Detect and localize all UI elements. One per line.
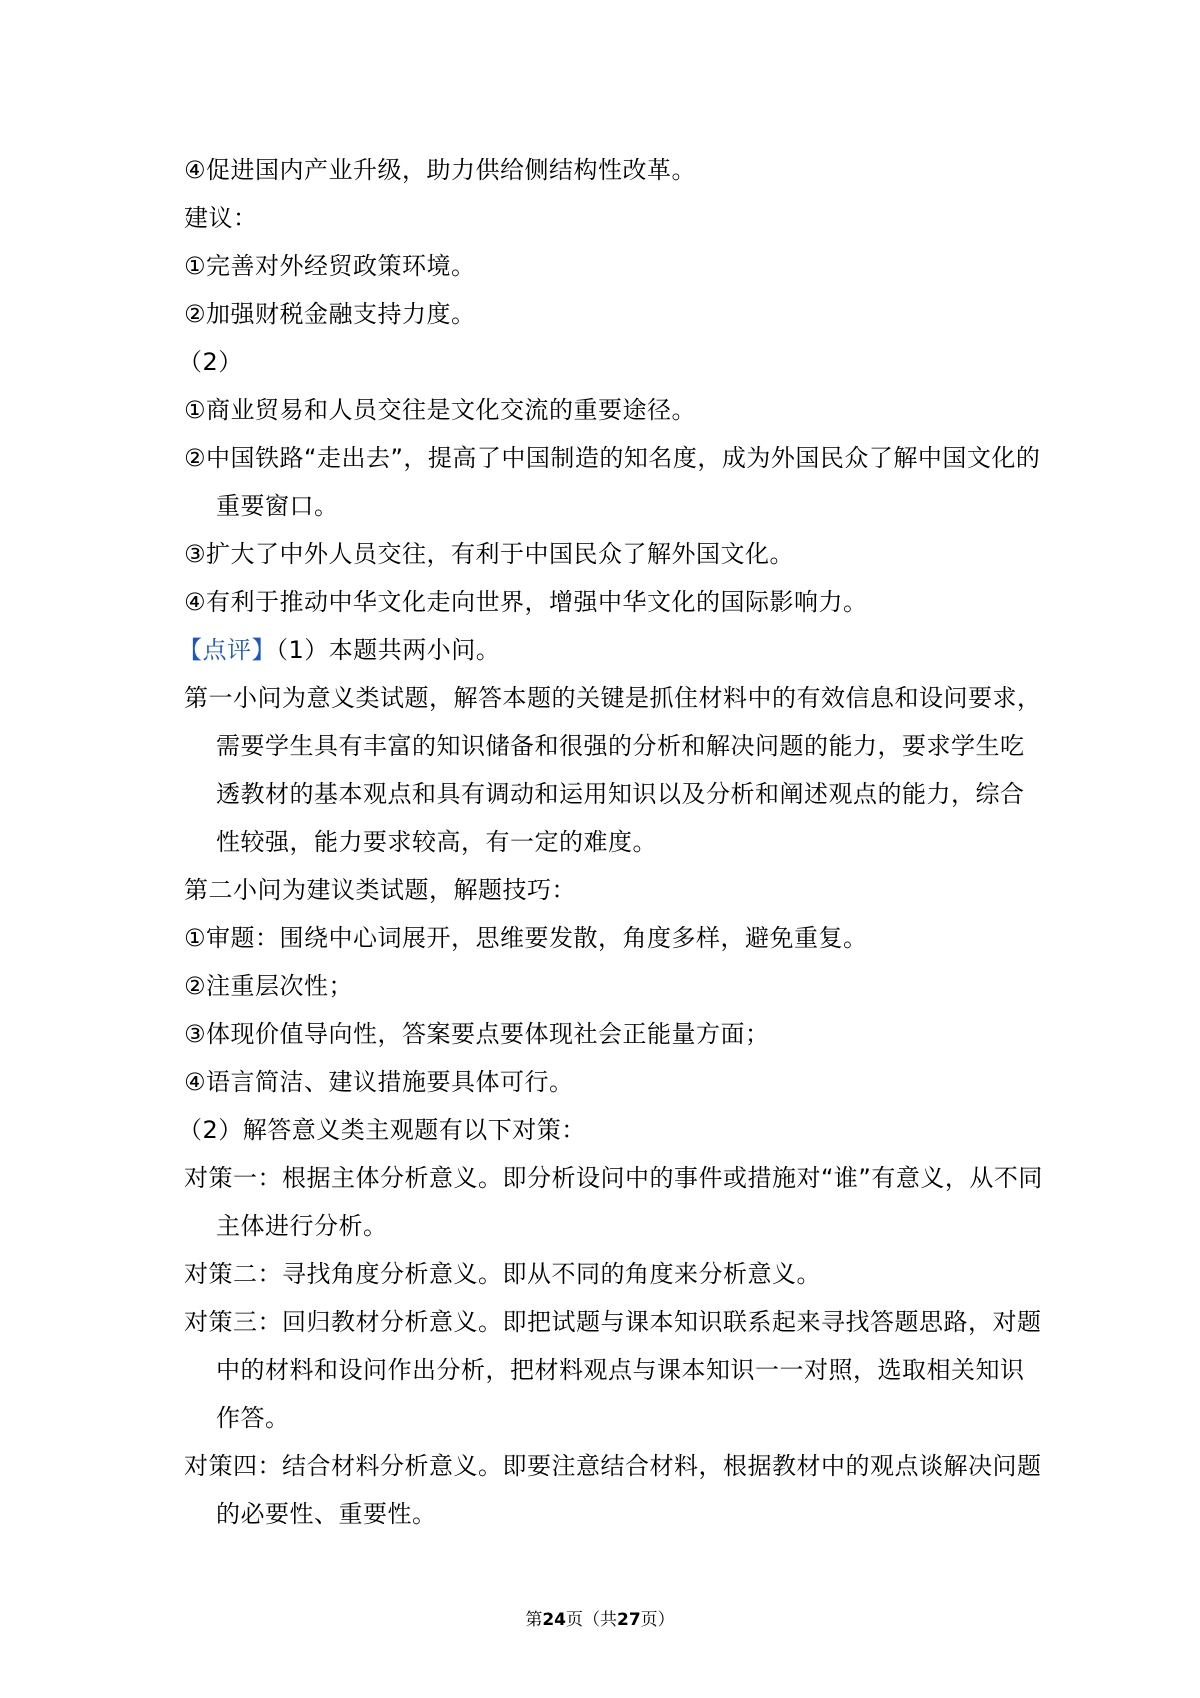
commentary-q2-heading: 第二小问为建议类试题，解题技巧：	[184, 876, 576, 904]
footer-middle: 页（共	[566, 1610, 617, 1630]
commentary-heading	[178, 626, 1034, 674]
commentary-q1-line-4: 性较强，能力要求较高，有一定的难度。	[216, 828, 657, 856]
meaning-point-4: ④促进国内产业升级，助力供给侧结构性改革。	[184, 156, 697, 184]
answer-part-2-point-4: ④有利于推动中华文化走向世界，增强中华文化的国际影响力。	[184, 588, 868, 616]
footer-suffix: 页）	[640, 1610, 675, 1630]
strategy-2: 对策二：寻找角度分析意义。即从不同的角度来分析意义。	[184, 1260, 821, 1288]
page-footer	[0, 1608, 1200, 1632]
strategy-3-cont-2: 作答。	[216, 1404, 290, 1432]
total-page-number: 27	[617, 1610, 641, 1630]
commentary-q1-line-1: 第一小问为意义类试题，解答本题的关键是抓住材料中的有效信息和设问要求，	[184, 684, 1042, 712]
answer-part-2-point-2: ②中国铁路“走出去”，提高了中国制造的知名度，成为外国民众了解中国文化的	[184, 444, 1041, 472]
strategy-1-cont: 主体进行分析。	[216, 1212, 388, 1240]
commentary-q1-line-3: 透教材的基本观点和具有调动和运用知识以及分析和阐述观点的能力，综合	[216, 780, 1025, 808]
answer-part-2-heading: （2）	[178, 348, 243, 376]
strategy-4-cont: 的必要性、重要性。	[216, 1500, 437, 1528]
strategy-3-cont-1: 中的材料和设问作出分析，把材料观点与课本知识一一对照，选取相关知识	[216, 1356, 1025, 1384]
suggestion-heading: 建议：	[184, 204, 258, 232]
answer-part-2-point-1: ①商业贸易和人员交往是文化交流的重要途径。	[184, 396, 697, 424]
answer-part-2-point-3: ③扩大了中外人员交往，有利于中国民众了解外国文化。	[184, 540, 795, 568]
current-page-number: 24	[542, 1610, 566, 1630]
technique-4: ④语言简洁、建议措施要具体可行。	[184, 1068, 574, 1096]
technique-1: ①审题：围绕中心词展开，思维要发散，角度多样，避免重复。	[184, 924, 868, 952]
strategy-heading: （2）解答意义类主观题有以下对策：	[178, 1116, 586, 1144]
commentary-intro: （1）本题共两小问。	[276, 636, 501, 664]
technique-2: ②注重层次性；	[184, 972, 354, 1000]
strategy-4: 对策四：结合材料分析意义。即要注意结合材料，根据教材中的观点谈解决问题	[184, 1452, 1042, 1480]
suggestion-2: ②加强财税金融支持力度。	[184, 300, 476, 328]
commentary-q1-line-2: 需要学生具有丰富的知识储备和很强的分析和解决问题的能力，要求学生吃	[216, 732, 1025, 760]
strategy-1: 对策一：根据主体分析意义。即分析设问中的事件或措施对“谁”有意义，从不同	[184, 1164, 1043, 1192]
technique-3: ③体现价值导向性，答案要点要体现社会正能量方面；	[184, 1020, 770, 1048]
strategy-3: 对策三：回归教材分析意义。即把试题与课本知识联系起来寻找答题思路，对题	[184, 1308, 1042, 1336]
commentary-label: 【点评】	[178, 636, 276, 664]
answer-part-2-point-2-cont: 重要窗口。	[216, 492, 339, 520]
footer-prefix: 第	[525, 1610, 543, 1630]
suggestion-1: ①完善对外经贸政策环境。	[184, 252, 476, 280]
page-content	[178, 146, 1043, 1538]
